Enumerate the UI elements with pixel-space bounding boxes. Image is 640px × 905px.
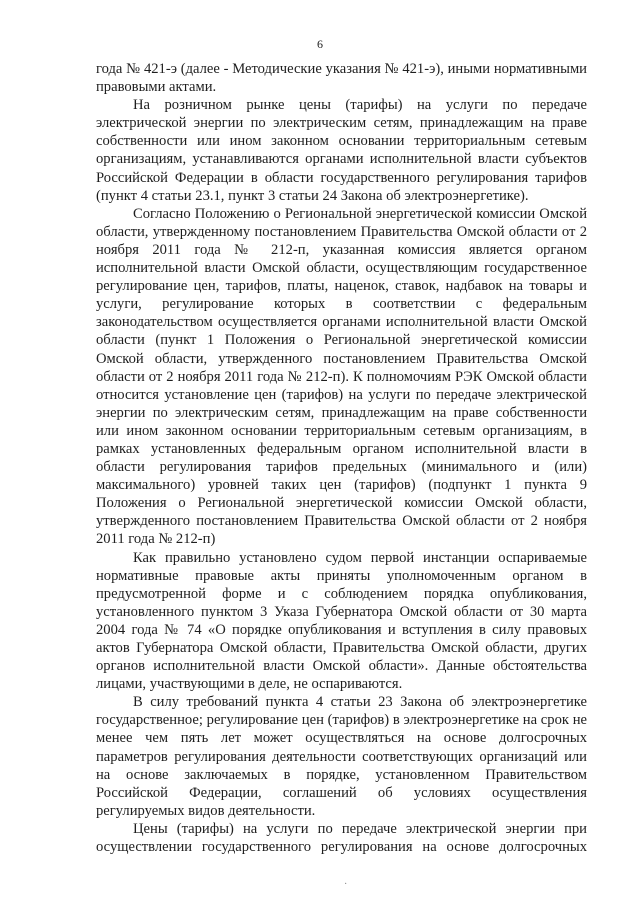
paragraph-1: года № 421-э (далее - Методические указания № 421-э), иными нормативными правовыми актами. bbox=[96, 61, 587, 96]
paragraph-3: Согласно Положению о Региональной энергетической комиссии Омской области, утвержденному постановлением Правительства Омской области от 2 ноября 2011 года № 212-п, указанная комиссия является органом исполнительной власти Омской области, осуществляющим государственное регулирование цен, тарифов, платы, наценок, ставок, надбавок на товары и услуги, регулирование которых в соответствии с федеральным законодательством осуществляется органами исполнительной власти Омской области (пункт 1 Положения о Региональной энергетической комиссии Омской области, утвержденного постановлением Правительства Омской области от 2 ноября 2011 года № 212-п). К полномочиям РЭК Омской области относится установление цен (тарифов) на услуги по передаче электрической энергии по электрическим сетям, принадлежащим на праве собственности или ином законном основании территориальным сетевым организациям, в рамках установленных федеральным органом исполнительной власти в области регулирования тарифов предельных (минимального и (или) максимального) уровней таких цен (тарифов) (подпункт 1 пункта 9 Положения о Региональной энергетической комиссии Омской области, утвержденного постановлением Правительства Омской области от 2 ноября 2011 года № 212-п) bbox=[96, 205, 587, 548]
paragraph-6: Цены (тарифы) на услуги по передаче электрической энергии при осуществлении государственного регулирования на основе долгосрочных bbox=[96, 820, 587, 856]
scan-speck: · bbox=[344, 879, 348, 890]
paragraph-4: Как правильно установлено судом первой инстанции оспариваемые нормативные правовые акты приняты уполномоченным органом в предусмотренной форме и с соблюдением порядка опубликования, установленного пунктом 3 Указа Губернатора Омской области от 30 марта 2004 года № 74 «О порядке опубликования и вступления в силу правовых актов Губернатора Омской области, Правительства Омской области, других органов исполнительной власти Омской области». Данные обстоятельства лицами, участвующими в деле, не оспариваются. bbox=[96, 549, 587, 693]
document-body bbox=[96, 60, 587, 856]
paragraph-2: На розничном рынке цены (тарифы) на услуги по передаче электрической энергии по электрическим сетям, принадлежащим на праве собственности или ином законном основании территориальным сетевым организациям, устанавливаются органами исполнительной власти субъектов Российской Федерации в области государственного регулирования тарифов (пункт 4 статьи 23.1, пункт 3 статьи 24 Закона об электроэнергетике). bbox=[96, 97, 587, 204]
paragraph-5: В силу требований пункта 4 статьи 23 Закона об электроэнергетике государственное; регулирование цен (тарифов) в электроэнергетике на срок не менее чем пять лет может осуществляться на основе долгосрочных параметров регулирования деятельности соответствующих организаций или на основе заключаемых в порядке, установленном Правительством Российской Федерации, соглашений об условиях осуществления регулируемых видов деятельности. bbox=[96, 694, 587, 819]
page-number: 6 bbox=[317, 37, 323, 51]
